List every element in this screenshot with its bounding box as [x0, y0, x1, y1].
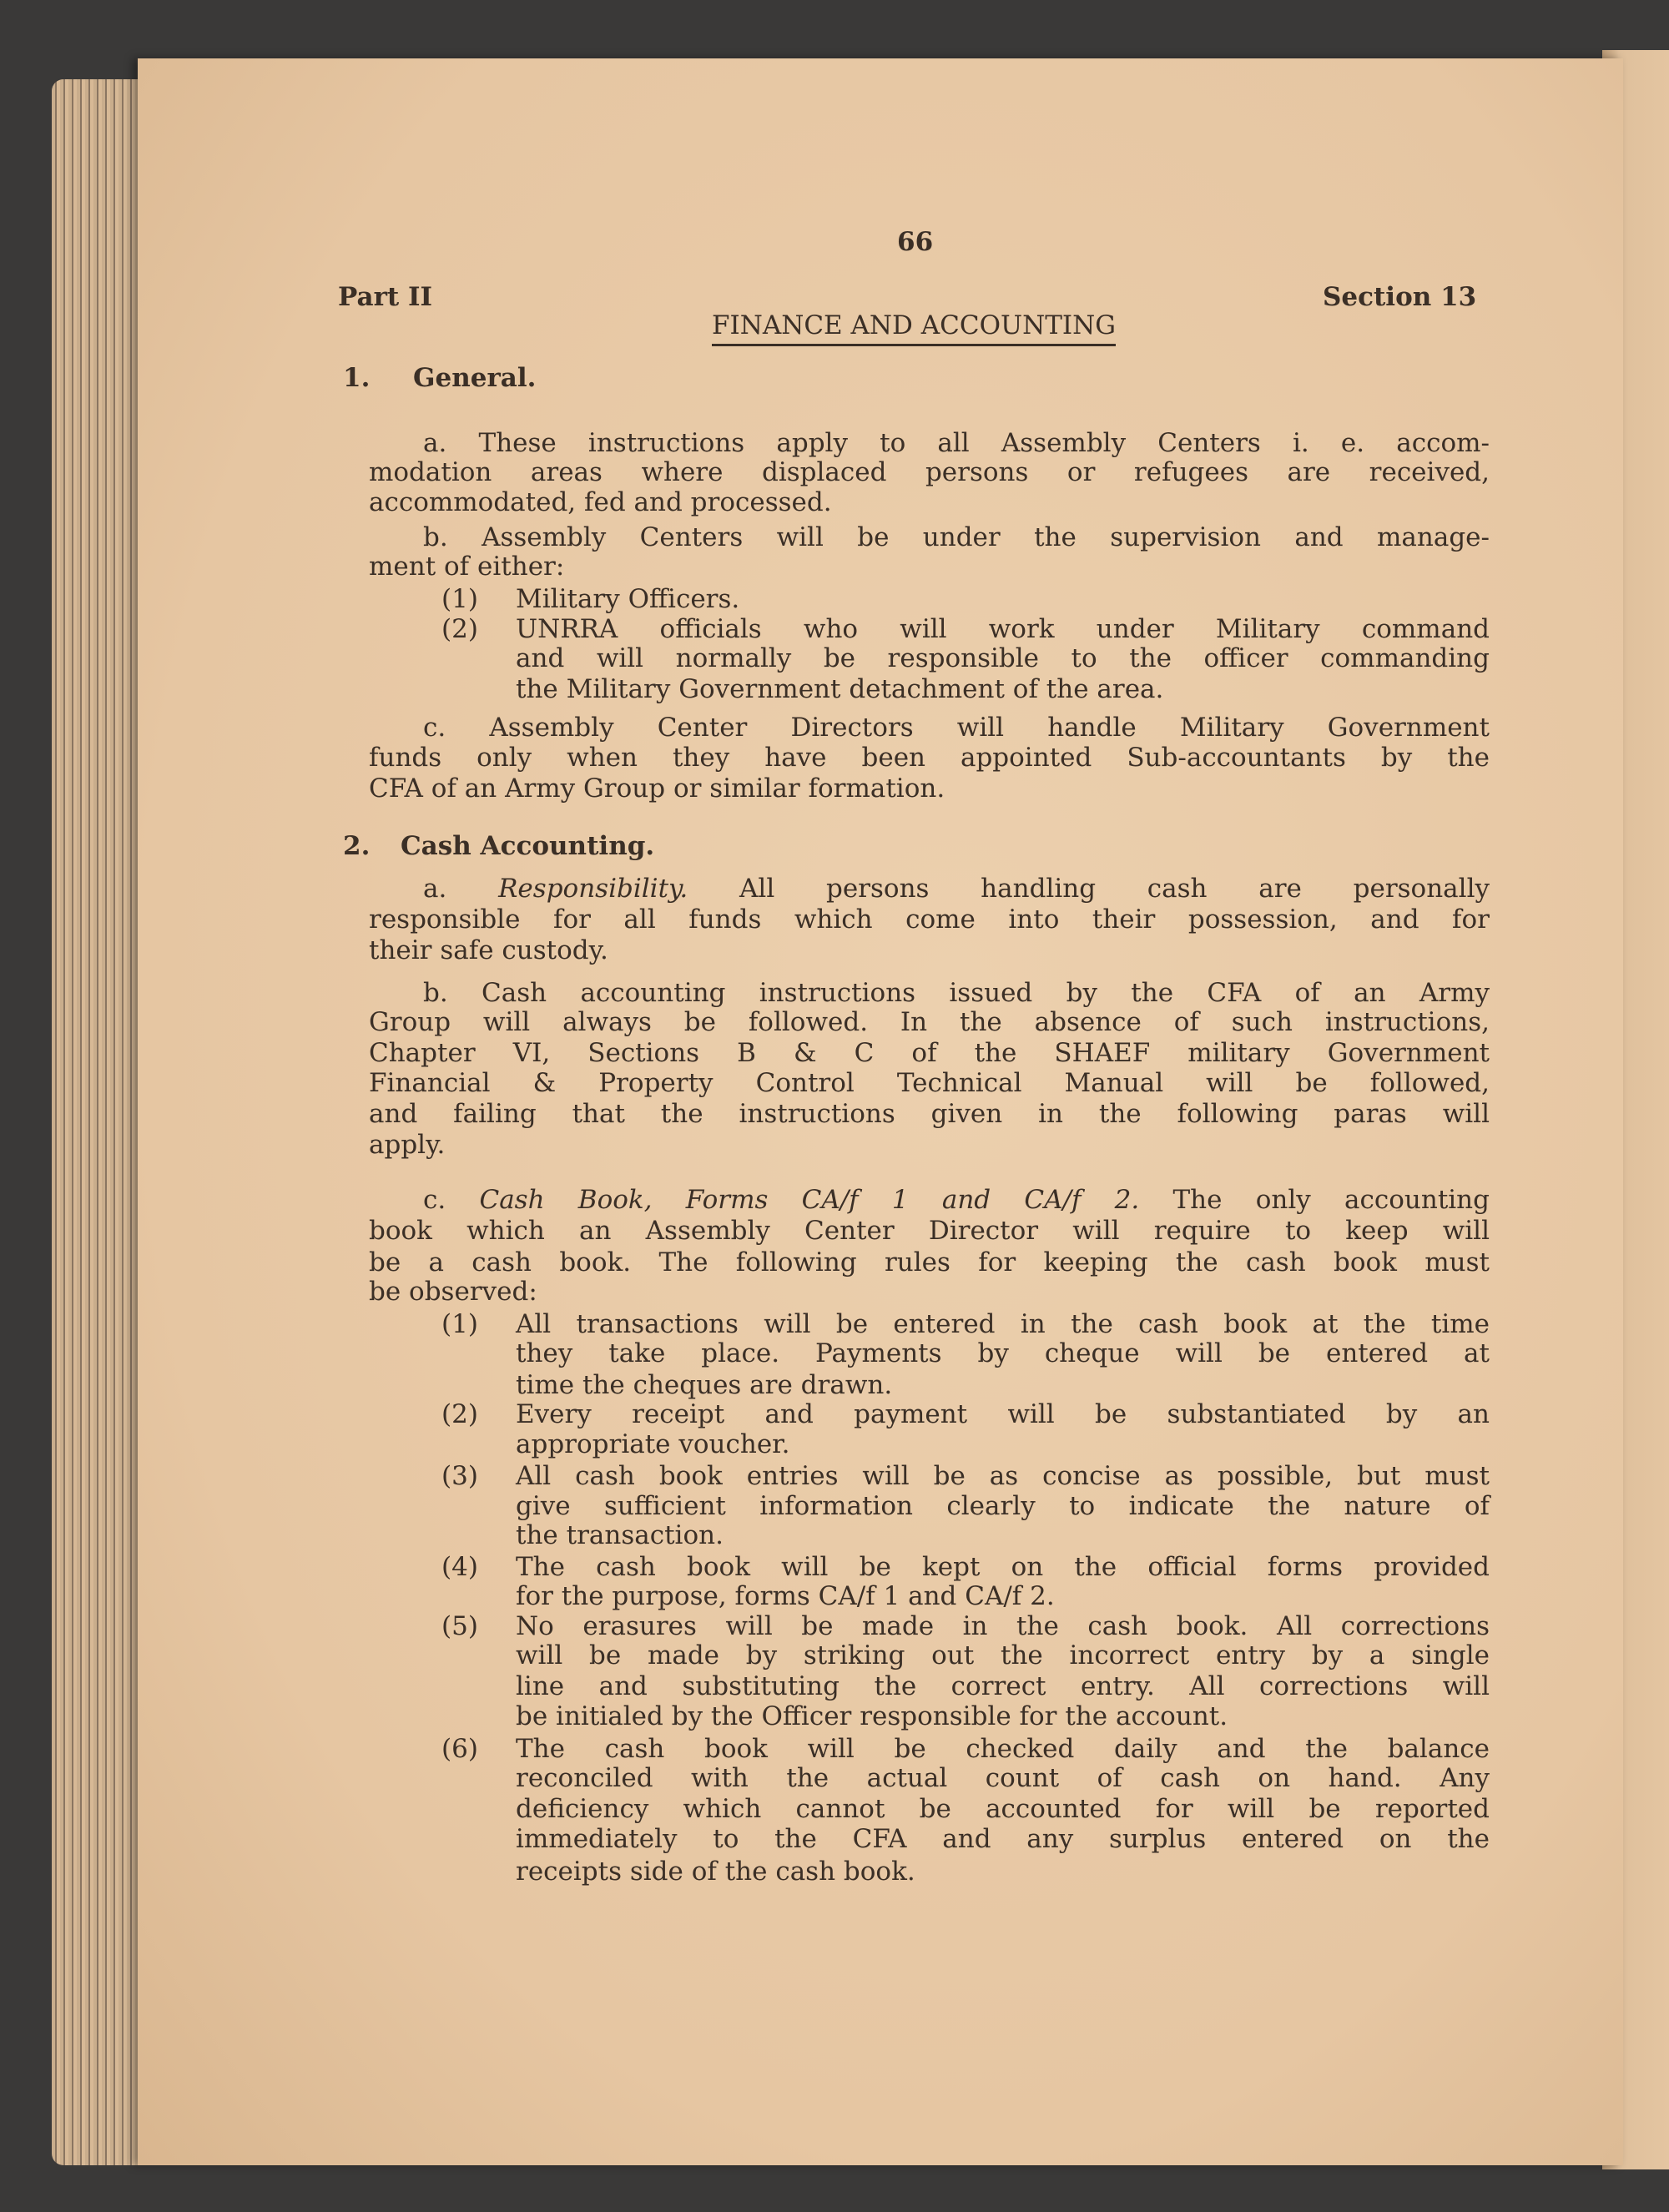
paragraph-line: [369, 1130, 1490, 1160]
paragraph-line: [369, 935, 1490, 965]
list-item-line: deficiency which cannot be accounted for will be reported: [516, 1794, 1490, 1825]
list-item-line: be initialed by the Officer responsible for the account.: [516, 1701, 1228, 1731]
paragraph-text: their safe custody.: [369, 935, 608, 966]
paragraph-text: be observed:: [369, 1277, 537, 1308]
paragraph-text: Assembly Centers will be under the supervision and manage-: [482, 522, 1490, 552]
book-page-edges: [52, 79, 152, 2165]
paragraph-line: [423, 1185, 1490, 1215]
paragraph-line: [369, 1247, 1490, 1277]
list-item-line: The cash book will be checked daily and the balance: [516, 1733, 1490, 1764]
paragraph-line: [369, 743, 1490, 773]
paragraph-line: [369, 1216, 1490, 1246]
paragraph-line: [369, 904, 1490, 935]
paragraph-text: responsible for all funds which come into their possession, and for: [369, 904, 1490, 935]
paragraph-line: [369, 1099, 1490, 1129]
paragraph-line: [369, 457, 1490, 487]
paragraph-text: The only accounting: [1172, 1185, 1490, 1216]
paragraph-line: [369, 1007, 1490, 1037]
paragraph-text: All persons handling cash are personally: [739, 873, 1490, 904]
list-item-line: reconciled with the actual count of cash on hand. Any: [516, 1763, 1490, 1794]
list-item-line: UNRRA officials who will work under Military command: [516, 613, 1490, 644]
list-item-line: give sufficient information clearly to indicate the nature of: [516, 1490, 1490, 1521]
list-item-line: appropriate voucher.: [516, 1428, 790, 1459]
paragraph-italic-heading: Responsibility.: [498, 873, 688, 904]
list-item-number: (5): [441, 1610, 478, 1641]
paragraph-label: a.: [423, 427, 447, 458]
list-item-line: immediately to the CFA and any surplus entered on the: [516, 1823, 1490, 1854]
list-item-line: No erasures will be made in the cash book. All corrections: [516, 1610, 1490, 1641]
paragraph-label: b.: [423, 522, 448, 552]
list-item-number: (6): [441, 1733, 478, 1764]
list-item-line: time the cheques are drawn.: [516, 1369, 893, 1400]
paragraph-label: c.: [423, 713, 446, 743]
paragraph-line: [423, 713, 1490, 743]
paragraph-text: CFA of an Army Group or similar formation.: [369, 773, 945, 804]
paragraph-text: Group will always be followed. In the absence of such instructions,: [369, 1007, 1490, 1038]
list-item-line: they take place. Payments by cheque will be entered at: [516, 1338, 1490, 1369]
paragraph-line: [369, 1068, 1490, 1098]
page-title: [0, 310, 1669, 346]
paragraph-text: and failing that the instructions given in the following paras will: [369, 1099, 1490, 1130]
page-title-text: FINANCE AND ACCOUNTING: [712, 310, 1116, 346]
list-item-number: (2): [441, 613, 478, 644]
paragraph-line: [369, 1038, 1490, 1068]
paragraph-text: funds only when they have been appointed Sub-accountants by the: [369, 742, 1490, 773]
paragraph-text: be a cash book. The following rules for keeping the cash book must: [369, 1247, 1490, 1277]
paragraph-text: accommodated, fed and processed.: [369, 486, 832, 517]
paragraph-text: ment of either:: [369, 552, 565, 582]
list-item-line: Military Officers.: [516, 584, 740, 615]
list-item-line: the Military Government detachment of the area.: [516, 674, 1164, 705]
list-item-line: All transactions will be entered in the cash book at the time: [516, 1308, 1490, 1339]
paragraph-text: Chapter VI, Sections B & C of the SHAEF military Government: [369, 1038, 1490, 1069]
list-item-line: the transaction.: [516, 1520, 724, 1551]
paragraph-label: b.: [423, 977, 448, 1008]
list-item-line: The cash book will be kept on the official forms provided: [516, 1551, 1490, 1582]
paragraph-text: modation areas where displaced persons or refugees are received,: [369, 457, 1490, 488]
list-item-line: receipts side of the cash book.: [516, 1856, 915, 1887]
paragraph-text: Cash accounting instructions issued by the CFA of an Army: [482, 977, 1490, 1008]
section-heading-number: 2.: [343, 831, 371, 861]
paragraph-italic-heading: Cash Book, Forms CA/f 1 and CA/f 2.: [479, 1185, 1140, 1216]
section-label: Section 13: [1323, 282, 1477, 312]
list-item-line: Every receipt and payment will be substantiated by an: [516, 1399, 1490, 1430]
paragraph-line: [423, 978, 1490, 1008]
part-label: Part II: [338, 282, 433, 312]
paragraph-text: Assembly Center Directors will handle Military Government: [489, 713, 1490, 743]
list-item-line: will be made by striking out the incorrect entry by a single: [516, 1640, 1490, 1671]
list-item-line: line and substituting the correct entry. All corrections will: [516, 1671, 1490, 1702]
list-item-line: for the purpose, forms CA/f 1 and CA/f 2.: [516, 1581, 1055, 1612]
paragraph-line: [369, 1277, 1490, 1307]
paragraph-text: These instructions apply to all Assembly Centers i. e. accom-: [478, 427, 1490, 458]
list-item-number: (2): [441, 1399, 478, 1430]
paragraph-line: [423, 428, 1490, 458]
paragraph-line: [369, 773, 1490, 804]
list-item-line: and will normally be responsible to the officer commanding: [516, 643, 1490, 674]
paragraph-text: book which an Assembly Center Director will require to keep will: [369, 1216, 1490, 1247]
paragraph-text: apply.: [369, 1130, 446, 1161]
paragraph-line: [423, 522, 1490, 552]
paragraph-label: a.: [423, 873, 447, 904]
list-item-line: All cash book entries will be as concise as possible, but must: [516, 1461, 1490, 1492]
section-heading-title: Cash Accounting.: [401, 831, 655, 861]
section-heading-number: 1.: [343, 362, 371, 393]
paragraph-text: Financial & Property Control Technical Manual will be followed,: [369, 1067, 1490, 1098]
page-number: 66: [897, 227, 934, 257]
list-item-number: (1): [441, 584, 478, 615]
paragraph-line: [369, 552, 1490, 582]
list-item-number: (4): [441, 1551, 478, 1582]
list-item-number: (3): [441, 1461, 478, 1492]
section-heading-title: General.: [413, 362, 537, 393]
paragraph-line: [423, 874, 1490, 904]
list-item-number: (1): [441, 1308, 478, 1339]
paragraph-label: c.: [423, 1185, 446, 1216]
paragraph-line: [369, 487, 1490, 517]
